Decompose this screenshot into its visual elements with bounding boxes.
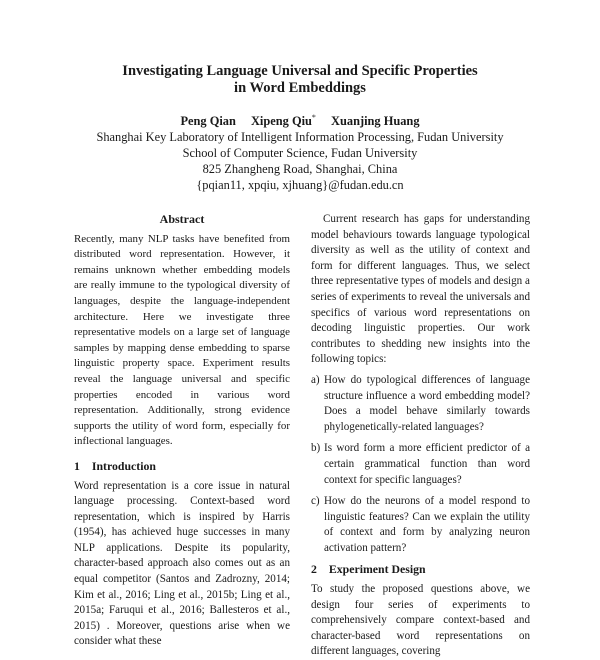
experiment-design-text: To study the proposed questions above, we design four series of experiments to comprehensively compare context-based and character-based word representations on different languages, covering — [311, 583, 530, 658]
affiliation-school: School of Computer Science, Fudan University — [182, 146, 418, 161]
right-column — [311, 212, 530, 660]
abstract-heading: Abstract — [159, 212, 205, 226]
question-label: b) — [311, 442, 321, 455]
question-text: How do the neurons of a model respond to linguistic features? Can we explain the utility of context and form by analyzing neuron activation pattern? — [324, 495, 530, 554]
section-title: Introduction — [91, 458, 156, 473]
question-label: a) — [311, 373, 320, 386]
title-line-1: Investigating Language Universal and Specific Properties — [122, 63, 478, 79]
abstract-text: Recently, many NLP tasks have benefited from distributed word representation. However, it remains unknown whether embedding models are really immune to the typological diversity of languages, despite the language-independent architecture. Here we investigate three representative models on a large set of language samples by mapping dense embedding to sparse linguistic property space. Experiment results reveal the language universal and specific properties encoded in various word representation. Additionally, strong evidence supports the utility of word form, especially for inflectional languages. — [74, 232, 290, 448]
author-block — [60, 110, 540, 193]
section-number: 1 — [74, 458, 80, 473]
affiliation-lab: Shanghai Key Laboratory of Intelligent Information Processing, Fudan University — [96, 130, 504, 145]
question-text: How do typological differences of language structure influence a word embedding model? Does a model behave similarly towards phylogenetically-related languages? — [324, 373, 530, 433]
author-emails: {pqian11, xpqiu, xjhuang}@fudan.edu.cn — [196, 178, 404, 193]
author-name: Xipeng Qiu* — [250, 113, 316, 129]
affiliation-address: 825 Zhangheng Road, Shanghai, China — [202, 162, 398, 177]
section-title: Experiment Design — [328, 562, 426, 577]
section-heading-experiment-design — [311, 562, 530, 578]
author-name: Peng Qian — [180, 114, 236, 129]
section-heading-introduction — [74, 459, 290, 475]
question-label: c) — [311, 495, 320, 508]
paper-title — [60, 63, 540, 97]
title-line-2: in Word Embeddings — [234, 80, 366, 96]
left-column — [74, 212, 290, 650]
introduction-text: Word representation is a core issue in natural language processing. Context-based word representation, which is inspired by Harris (1954), has achieved huge successes in many NLP applications. Despite its popularity, character-based approach also comes out as an equal competitor (Santos and Zadrozny, 2014; Kim et al., 2016; Ling et al., 2015b; Ling et al., 2015a; Faruqui et al., 2016; Ballesteros et al., 2015) . Moreover, questions arise when we consider what these — [74, 479, 290, 648]
question-item — [311, 494, 530, 556]
question-item — [311, 441, 530, 488]
author-name: Xuanjing Huang — [331, 114, 420, 129]
author-names — [60, 110, 540, 129]
corresponding-author-mark: * — [311, 113, 316, 122]
question-text: Is word form a more efficient predictor of a certain grammatical function than word context for specific languages? — [324, 442, 530, 486]
research-gap-paragraph: Current research has gaps for understanding model behaviours towards language typological diversity as well as the utility of context and form for different languages. Thus, we select three representative types of models and design a series of experiments to reveal the universals and specifics of various word representations on decoding linguistic properties. Our work contributes to shedding new insights into the following topics: — [311, 213, 530, 366]
section-number: 2 — [311, 562, 317, 577]
question-item — [311, 373, 530, 435]
research-questions — [311, 373, 530, 557]
